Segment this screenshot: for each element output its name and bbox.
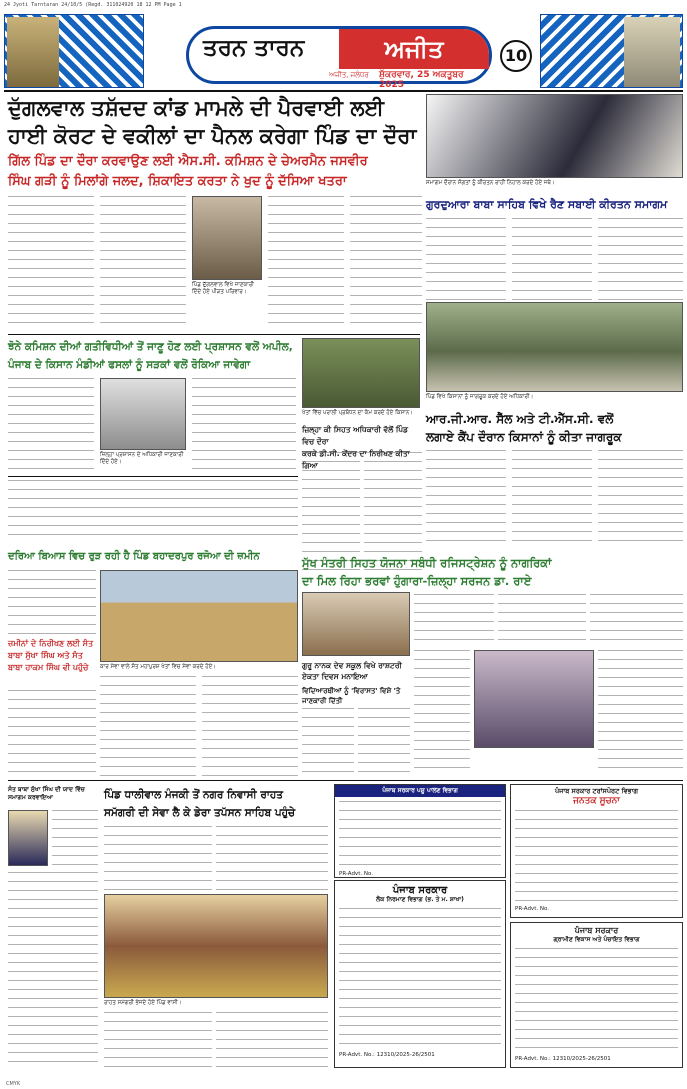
ad2-title: ਪੰਜਾਬ ਸਰਕਾਰ (392, 885, 448, 896)
registration-photo (474, 650, 594, 748)
rgr-headline (426, 410, 683, 446)
relief-material-photo (104, 894, 328, 998)
field-work-photo (302, 338, 420, 408)
guru-column-1 (302, 708, 354, 776)
rgr-column-2 (512, 450, 592, 546)
gurdwara-top-photo (426, 94, 683, 178)
farm-rule (8, 334, 420, 335)
farm-headline-line1: ਝੋਨੇ ਕਮਿਸ਼ਨ ਦੀਆਂ ਗਤੀਵਿਧੀਆਂ ਤੋਂ ਜਾਣੂ ਹੋਣ ਲਈ ਪ੍ਰਸ਼ਾਸਨ ਵਲੋਂ ਅਪੀਲ, (8, 341, 293, 353)
bottom-side-column (52, 810, 98, 870)
masthead-brand: ਅਜੀਤ (339, 29, 489, 69)
landmark-image (624, 17, 680, 87)
bottom-side-title: ਸੰਤ ਬਾਬਾ ਸੁੱਖਾ ਸਿੰਘ ਦੀ ਯਾਦ ਵਿੱਚ ਸਮਾਗਮ ਕਰਵਾਇਆ (8, 786, 85, 801)
ad3-title: ਪੰਜਾਬ ਸਰਕਾਰ ਟਰਾਂਸਪੋਰਟ ਵਿਭਾਗ (554, 787, 639, 795)
transport-ad (510, 784, 683, 918)
guru-column-2 (358, 708, 410, 776)
guru-subheadline: ਵਿਦਿਆਰਥੀਆਂ ਨੂੰ 'ਵਿਰਾਸਤ' ਵਿਸ਼ੇ 'ਤੇ ਜਾਣਕਾਰੀ ਦਿੱਤੀ (302, 687, 401, 705)
bottom-column-1 (104, 826, 212, 890)
gurdwara-column-3 (598, 218, 683, 300)
cm-headline (302, 554, 683, 590)
ad1-footer: PR-Advt. No. (339, 871, 373, 877)
ad4-body (515, 948, 678, 1052)
gurdwara-column-1 (426, 218, 506, 300)
center-headline-line1: ਜ਼ਿਲ੍ਹਾ ਕੀ ਸਿਹਤ ਅਧਿਕਾਰੀ ਵੱਲੋਂ ਪਿੰਡ ਵਿਚ ਦੌਰਾ (302, 425, 409, 446)
color-bar: CMYK (6, 1081, 21, 1087)
flood-column-1 (8, 570, 96, 636)
ad4-title: ਪੰਜਾਬ ਸਰਕਾਰ (574, 926, 619, 935)
gurdwara-column-2 (512, 218, 592, 300)
lead-subheadline (8, 152, 420, 192)
farmers-camp-caption: ਪਿੰਡ ਵਿਖੇ ਕਿਸਾਨਾਂ ਨੂੰ ਜਾਗਰੂਕ ਕਰਦੇ ਹੋਏ ਅਧਿਕਾਰੀ। (426, 394, 534, 400)
lead-headline (8, 94, 420, 150)
ad4-subtitle: ਗ੍ਰਾਮੀਣ ਵਿਕਾਸ ਅਤੇ ਪੰਚਾਇਤ ਵਿਭਾਗ (553, 936, 640, 943)
lead-column-2 (100, 196, 186, 330)
relief-material-caption: ਰਾਹਤ ਸਮੱਗਰੀ ਭੇਜਦੇ ਹੋਏ ਪਿੰਡ ਵਾਸੀ। (104, 1000, 182, 1006)
farm-column-2 (192, 378, 296, 474)
lead-column-3 (268, 196, 344, 330)
flood-column-4 (202, 676, 298, 776)
rgr-headline-line1: ਆਰ.ਜੀ.ਆਰ. ਸੈੱਲ ਅਤੇ ਟੀ.ਐੱਸ.ਸੀ. ਵਲੋਂ (426, 412, 614, 426)
farm-headline (8, 338, 298, 374)
cm-column-5 (598, 650, 683, 776)
bottom-column-4 (216, 1012, 328, 1068)
masthead-right-panel (540, 14, 683, 88)
cm-column-3 (590, 594, 683, 648)
lead-column-4 (350, 196, 422, 330)
ad1-title: ਪੰਜਾਬ ਸਰਕਾਰ ਪਸ਼ੂ ਪਾਲਣ ਵਿਭਾਗ (335, 785, 505, 797)
bottom-rule (8, 780, 683, 781)
rgr-column-1 (426, 450, 506, 546)
rgr-column-3 (598, 450, 683, 546)
officials-caption: ਜ਼ਿਲ੍ਹਾ ਪ੍ਰਸ਼ਾਸਨ ਦੇ ਅਧਿਕਾਰੀ ਜਾਣਕਾਰੀ ਦਿੰਦੇ ਹੋਏ। (100, 452, 184, 465)
saint-portrait (8, 810, 48, 866)
cm-column-2 (498, 594, 586, 648)
masthead (186, 26, 492, 90)
ad3-body (515, 810, 678, 902)
lead-subhead-line1: ਗਿੱਲ ਪਿੰਡ ਦਾ ਦੌਰਾ ਕਰਵਾਉਣ ਲਈ ਐਸ.ਸੀ. ਕਮਿਸ਼ਨ ਦੇ ਚੇਅਰਮੈਨ ਜਸਵੀਰ (8, 154, 368, 169)
gurdwara-headline: ਗੁਰਦੁਆਰਾ ਬਾਬਾ ਸਾਹਿਬ ਵਿਖੇ ਰੈਣ ਸਬਾਈ ਕੀਰਤਨ ਸਮਾਗਮ (426, 198, 668, 211)
bottom-headline-line1: ਪਿੰਡ ਧਾਲੀਵਾਲ ਮੰਜਕੀ ਤੋਂ ਨਗਰ ਨਿਵਾਸੀ ਰਾਹਤ (104, 789, 284, 801)
flood-intro-text (8, 480, 298, 542)
kar-sewa-photo (100, 570, 298, 662)
school-photo (302, 592, 410, 656)
ad3-subtitle: ਜਨਤਕ ਸੂਚਨਾ (573, 796, 620, 806)
masthead-date: ਸ਼ੁੱਕਰਵਾਰ, 25 ਅਕਤੂਬਰ 2025 (379, 70, 464, 90)
masthead-rule (4, 90, 683, 92)
ad2-footer: PR-Advt. No.: 12310/2025-26/2501 (339, 1052, 435, 1058)
masthead-left-panel (4, 14, 144, 88)
bottom-column-2 (216, 826, 328, 890)
animal-husbandry-ad (334, 784, 506, 878)
lead-photo (192, 196, 262, 280)
page-number: 10 (500, 40, 532, 72)
cm-column-4 (414, 650, 470, 776)
center-headline-line2: ਕਰਕੇ ਡੀ.ਸੀ. ਕੇਂਦਰ ਦਾ ਨਿਰੀਖਣ ਕੀਤਾ ਗਿਆ (302, 449, 410, 470)
lead-photo-caption: ਪਿੰਡ ਦੁੱਗਲਵਾਲ ਵਿਖੇ ਜਾਣਕਾਰੀ ਦਿੰਦੇ ਹੋਏ ਪੀੜਤ ਪਰਿਵਾਰ। (192, 282, 254, 295)
officials-photo (100, 378, 186, 450)
gurdwara-top-caption: ਸਮਾਗਮ ਦੌਰਾਨ ਸੰਗਤਾਂ ਨੂੰ ਕੀਰਤਨ ਰਾਹੀਂ ਨਿਹਾਲ ਕਰਦੇ ਹੋਏ ਜਥੇ। (426, 180, 555, 186)
flood-subheadline: ਜ਼ਮੀਨਾਂ ਦੇ ਨਿਰੀਖਣ ਲਈ ਸੰਤ ਬਾਬਾ ਸੁੱਖਾ ਸਿੰਘ ਅਤੇ ਸੰਤ ਬਾਬਾ ਹਾਕਮ ਸਿੰਘ ਵੀ ਪਹੁੰਚੇ (8, 639, 94, 672)
masthead-place: ਅਜੀਤ, ਜਲੰਧਰ (329, 71, 369, 79)
print-slug: 24 Jyoti Tarntaran 24/10/5 (Regd. 311024920 18 12 PM Page 1 (4, 2, 182, 8)
lead-column-1 (8, 196, 94, 330)
rgr-headline-line2: ਲਗਾਏ ਕੈਂਪ ਦੌਰਾਨ ਕਿਸਾਨਾਂ ਨੂੰ ਕੀਤਾ ਜਾਗਰੂਕ (426, 430, 622, 444)
pwd-ad (334, 880, 506, 1068)
cm-column-1 (414, 594, 494, 648)
cm-headline-line1: ਮੁੱਖ ਮੰਤਰੀ ਸਿਹਤ ਯੋਜਨਾ ਸਬੰਧੀ ਰਜਿਸਟ੍ਰੇਸ਼ਨ ਨੂੰ ਨਾਗਰਿਕਾਂ (302, 556, 552, 570)
bottom-headline-line2: ਸਮੱਗਰੀ ਦੀ ਸੇਵਾ ਲੈ ਕੇ ਡੇਰਾ ਤਪੱਸਨ ਸਾਹਿਬ ਪਹੁੰਚੇ (104, 807, 296, 819)
golden-temple-image (7, 17, 59, 87)
farmers-camp-photo (426, 302, 683, 392)
bottom-side-column-2 (8, 872, 98, 1068)
ad1-body (339, 801, 501, 867)
flood-column-3 (100, 676, 196, 776)
cm-headline-line2: ਦਾ ਮਿਲ ਰਿਹਾ ਭਰਵਾਂ ਹੁੰਗਾਰਾ-ਜ਼ਿਲ੍ਹਾ ਸਰਜਨ ਡਾ. ਰਾਏ (302, 574, 532, 588)
bottom-column-3 (104, 1012, 212, 1068)
rural-dev-ad (510, 922, 683, 1068)
guru-headline: ਗੁਰੂ ਨਾਨਕ ਦੇਵ ਸਕੂਲ ਵਿਖੇ ਰਾਸ਼ਟਰੀ ਏਕਤਾ ਦਿਵਸ ਮਨਾਇਆ (302, 661, 402, 681)
farm-column-1 (8, 378, 94, 474)
ad2-subtitle: ਲੋਕ ਨਿਰਮਾਣ ਵਿਭਾਗ (ਭ. ਤੇ ਮ. ਸ਼ਾਖਾ) (376, 896, 464, 903)
farm-headline-line2: ਪੰਜਾਬ ਦੇ ਕਿਸਾਨ ਮੰਡੀਆਂ ਫਸਲਾਂ ਨੂੰ ਸੜਕਾਂ ਵਲੋਂ ਰੋਕਿਆ ਜਾਵੇਗਾ (8, 359, 251, 371)
field-work-caption: ਖੇਤਾਂ ਵਿੱਚ ਪਰਾਲੀ ਪ੍ਰਬੰਧਨ ਦਾ ਕੰਮ ਕਰਦੇ ਹੋਏ ਕਿਸਾਨ। (302, 410, 413, 416)
ad4-footer: PR-Advt. No.: 12310/2025-26/2501 (515, 1056, 611, 1062)
ad3-footer: PR-Advt. No. (515, 906, 549, 912)
flood-headline: ਦਰਿਆ ਬਿਆਸ ਵਿਚ ਰੁੜ ਰਹੀ ਹੈ ਪਿੰਡ ਬਹਾਦਰਪੁਰ ਰਜੋਆ ਦੀ ਜ਼ਮੀਨ (8, 551, 260, 562)
kar-sewa-caption: ਕਾਰ ਸੇਵਾ ਵਾਲੇ ਸੰਤ ਮਹਾਪੁਰਸ਼ ਖੇਤਾਂ ਵਿਚ ਸੇਵਾ ਕਰਦੇ ਹੋਏ। (100, 664, 216, 670)
masthead-city: ਤਰਨ ਤਾਰਨ (203, 35, 305, 61)
lead-subhead-line2: ਸਿੰਘ ਗੜੀ ਨੂੰ ਮਿਲਾਂਗੇ ਜਲਦ, ਸ਼ਿਕਾਇਤ ਕਰਤਾ ਨੇ ਖੁਦ ਨੂੰ ਦੱਸਿਆ ਖਤਰਾ (8, 174, 347, 189)
flood-rule (8, 476, 298, 477)
flood-column-2 (8, 690, 96, 776)
lead-headline-line2: ਹਾਈ ਕੋਰਟ ਦੇ ਵਕੀਲਾਂ ਦਾ ਪੈਨਲ ਕਰੇਗਾ ਪਿੰਡ ਦਾ ਦੌਰਾ (8, 124, 417, 148)
bottom-headline (104, 786, 330, 822)
ad2-body (339, 908, 501, 1048)
lead-headline-line1: ਦੁੱਗਲਵਾਲ ਤਸ਼ੱਦਦ ਕਾਂਡ ਮਾਮਲੇ ਦੀ ਪੈਰਵਾਈ ਲਈ (8, 96, 385, 120)
